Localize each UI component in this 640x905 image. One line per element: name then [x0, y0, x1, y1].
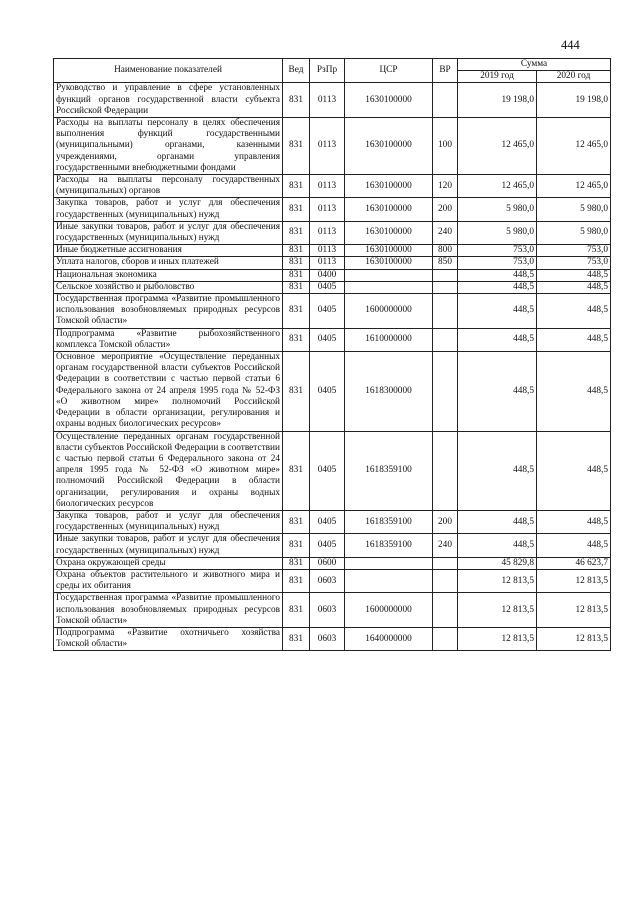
row-name: Руководство и управление в сфере установленных функций органов государственной власти субъекта Российской Федерации — [54, 83, 283, 118]
row-name: Основное мероприятие «Осуществление переданных органам государственной власти субъектов Российской Федерации в соответствии с частью первой статьи 6 Федерального закона от 24 апреля 1995 года № 52-ФЗ «О животном мире» полномочий Российской Федерации в области организации, регулирования и охраны водных биологических ресурсов» — [54, 352, 283, 431]
row-vr — [433, 431, 458, 510]
row-sum-2020: 448,5 — [537, 534, 611, 557]
row-sum-2019: 448,5 — [458, 510, 537, 533]
row-sum-2019: 448,5 — [458, 328, 537, 351]
row-sum-2020: 753,0 — [537, 245, 611, 257]
row-ved: 831 — [283, 352, 310, 431]
row-sum-2020: 753,0 — [537, 257, 611, 269]
row-rzpr: 0405 — [310, 352, 345, 431]
row-sum-2020: 448,5 — [537, 294, 611, 329]
row-sum-2019: 12 813,5 — [458, 627, 537, 650]
row-name: Закупка товаров, работ и услуг для обеспечения государственных (муниципальных) нужд — [54, 510, 283, 533]
header-vr: ВР — [433, 59, 458, 83]
table-row — [54, 221, 611, 244]
row-vr — [433, 593, 458, 628]
row-sum-2019: 448,5 — [458, 269, 537, 281]
row-name: Иные закупки товаров, работ и услуг для обеспечения государственных (муниципальных) нужд — [54, 534, 283, 557]
row-ved: 831 — [283, 569, 310, 592]
row-ved: 831 — [283, 627, 310, 650]
row-csr: 1618359100 — [345, 534, 433, 557]
row-ved: 831 — [283, 245, 310, 257]
row-ved: 831 — [283, 221, 310, 244]
row-rzpr: 0405 — [310, 281, 345, 293]
row-sum-2020: 448,5 — [537, 269, 611, 281]
table-row — [54, 510, 611, 533]
row-rzpr: 0603 — [310, 569, 345, 592]
row-rzpr: 0113 — [310, 83, 345, 118]
row-sum-2020: 448,5 — [537, 281, 611, 293]
row-rzpr: 0113 — [310, 221, 345, 244]
table-row — [54, 83, 611, 118]
table-row — [54, 198, 611, 221]
row-name: Уплата налогов, сборов и иных платежей — [54, 257, 283, 269]
header-year-2019: 2019 год — [458, 71, 537, 83]
row-csr: 1618300000 — [345, 352, 433, 431]
row-sum-2019: 448,5 — [458, 281, 537, 293]
row-vr: 100 — [433, 118, 458, 175]
row-rzpr: 0405 — [310, 534, 345, 557]
row-vr — [433, 569, 458, 592]
table-row — [54, 281, 611, 293]
row-sum-2020: 448,5 — [537, 328, 611, 351]
row-name: Государственная программа «Развитие промышленного использования возобновляемых природных ресурсов Томской области» — [54, 593, 283, 628]
row-csr: 1630100000 — [345, 83, 433, 118]
row-sum-2020: 448,5 — [537, 352, 611, 431]
row-sum-2020: 448,5 — [537, 431, 611, 510]
row-ved: 831 — [283, 118, 310, 175]
row-sum-2019: 753,0 — [458, 245, 537, 257]
row-csr: 1630100000 — [345, 198, 433, 221]
table-row — [54, 534, 611, 557]
row-sum-2020: 12 813,5 — [537, 593, 611, 628]
row-rzpr: 0603 — [310, 627, 345, 650]
row-rzpr: 0405 — [310, 431, 345, 510]
row-name: Закупка товаров, работ и услуг для обеспечения государственных (муниципальных) нужд — [54, 198, 283, 221]
row-rzpr: 0113 — [310, 118, 345, 175]
header-ved: Вед — [283, 59, 310, 83]
row-vr: 200 — [433, 510, 458, 533]
row-name: Расходы на выплаты персоналу государственных (муниципальных) органов — [54, 175, 283, 198]
row-ved: 831 — [283, 510, 310, 533]
row-rzpr: 0405 — [310, 328, 345, 351]
row-vr — [433, 557, 458, 569]
table-row — [54, 294, 611, 329]
row-vr — [433, 352, 458, 431]
row-vr: 240 — [433, 534, 458, 557]
row-sum-2019: 753,0 — [458, 257, 537, 269]
row-ved: 831 — [283, 294, 310, 329]
row-rzpr: 0113 — [310, 257, 345, 269]
row-sum-2019: 448,5 — [458, 352, 537, 431]
row-sum-2019: 5 980,0 — [458, 198, 537, 221]
table-row — [54, 569, 611, 592]
row-ved: 831 — [283, 281, 310, 293]
page-number: 444 — [561, 38, 580, 52]
row-rzpr: 0113 — [310, 198, 345, 221]
row-vr: 200 — [433, 198, 458, 221]
table-row — [54, 593, 611, 628]
row-sum-2020: 448,5 — [537, 510, 611, 533]
row-vr — [433, 294, 458, 329]
row-sum-2020: 12 813,5 — [537, 569, 611, 592]
row-vr: 120 — [433, 175, 458, 198]
row-sum-2019: 12 465,0 — [458, 118, 537, 175]
row-csr — [345, 557, 433, 569]
table-row — [54, 257, 611, 269]
row-rzpr: 0400 — [310, 269, 345, 281]
row-sum-2019: 448,5 — [458, 534, 537, 557]
row-ved: 831 — [283, 328, 310, 351]
row-csr: 1600000000 — [345, 294, 433, 329]
row-rzpr: 0600 — [310, 557, 345, 569]
row-ved: 831 — [283, 557, 310, 569]
row-rzpr: 0405 — [310, 294, 345, 329]
row-rzpr: 0113 — [310, 245, 345, 257]
row-csr: 1630100000 — [345, 245, 433, 257]
row-vr — [433, 281, 458, 293]
table-row — [54, 557, 611, 569]
row-csr: 1630100000 — [345, 221, 433, 244]
row-sum-2020: 5 980,0 — [537, 221, 611, 244]
table-row — [54, 431, 611, 510]
row-ved: 831 — [283, 269, 310, 281]
row-ved: 831 — [283, 431, 310, 510]
table-row — [54, 175, 611, 198]
row-ved: 831 — [283, 534, 310, 557]
row-rzpr: 0113 — [310, 175, 345, 198]
row-sum-2019: 12 465,0 — [458, 175, 537, 198]
table-row — [54, 269, 611, 281]
row-sum-2019: 448,5 — [458, 431, 537, 510]
row-vr — [433, 269, 458, 281]
row-vr: 240 — [433, 221, 458, 244]
row-ved: 831 — [283, 175, 310, 198]
table-row — [54, 352, 611, 431]
row-csr: 1618359100 — [345, 510, 433, 533]
row-csr: 1610000000 — [345, 328, 433, 351]
row-ved: 831 — [283, 257, 310, 269]
header-year-2020: 2020 год — [537, 71, 611, 83]
header-rzpr: РзПр — [310, 59, 345, 83]
table-row — [54, 118, 611, 175]
row-sum-2020: 12 813,5 — [537, 627, 611, 650]
row-sum-2020: 12 465,0 — [537, 118, 611, 175]
row-csr: 1630100000 — [345, 257, 433, 269]
row-vr — [433, 627, 458, 650]
row-csr: 1630100000 — [345, 175, 433, 198]
row-ved: 831 — [283, 198, 310, 221]
row-csr — [345, 269, 433, 281]
row-name: Сельское хозяйство и рыболовство — [54, 281, 283, 293]
row-csr: 1640000000 — [345, 627, 433, 650]
table-row — [54, 245, 611, 257]
row-sum-2020: 46 623,7 — [537, 557, 611, 569]
row-rzpr: 0603 — [310, 593, 345, 628]
row-name: Осуществление переданных органам государственной власти субъектов Российской Федерации в соответствии с частью первой статьи 6 Федерального закона от 24 апреля 1995 года № 52-ФЗ «О животном мире» полномочий Российской Федерации в области организации, регулирования и охраны водных биологических ресурсов — [54, 431, 283, 510]
row-sum-2020: 19 198,0 — [537, 83, 611, 118]
row-sum-2019: 19 198,0 — [458, 83, 537, 118]
row-vr — [433, 83, 458, 118]
table-row — [54, 328, 611, 351]
row-csr: 1618359100 — [345, 431, 433, 510]
row-name: Расходы на выплаты персоналу в целях обеспечения выполнения функций государственными (муниципальными) органами, казенными учреждениями, органами управления государственными внебюджетными фондами — [54, 118, 283, 175]
row-vr: 850 — [433, 257, 458, 269]
row-rzpr: 0405 — [310, 510, 345, 533]
row-name: Иные закупки товаров, работ и услуг для обеспечения государственных (муниципальных) нужд — [54, 221, 283, 244]
row-sum-2019: 448,5 — [458, 294, 537, 329]
row-name: Национальная экономика — [54, 269, 283, 281]
row-name: Охрана окружающей среды — [54, 557, 283, 569]
row-name: Подпрограмма «Развитие охотничьего хозяйства Томской области» — [54, 627, 283, 650]
row-ved: 831 — [283, 83, 310, 118]
row-ved: 831 — [283, 593, 310, 628]
budget-table — [53, 58, 611, 651]
row-vr — [433, 328, 458, 351]
row-name: Иные бюджетные ассигнования — [54, 245, 283, 257]
row-csr: 1630100000 — [345, 118, 433, 175]
table-row — [54, 627, 611, 650]
row-name: Государственная программа «Развитие промышленного использования возобновляемых природных ресурсов Томской области» — [54, 294, 283, 329]
header-name: Наименование показателей — [54, 59, 283, 83]
header-sum: Сумма — [458, 59, 611, 71]
row-sum-2019: 12 813,5 — [458, 593, 537, 628]
row-vr: 800 — [433, 245, 458, 257]
row-csr: 1600000000 — [345, 593, 433, 628]
row-sum-2019: 45 829,8 — [458, 557, 537, 569]
row-csr — [345, 281, 433, 293]
row-sum-2019: 12 813,5 — [458, 569, 537, 592]
row-name: Охрана объектов растительного и животного мира и среды их обитания — [54, 569, 283, 592]
row-sum-2020: 5 980,0 — [537, 198, 611, 221]
row-sum-2020: 12 465,0 — [537, 175, 611, 198]
row-sum-2019: 5 980,0 — [458, 221, 537, 244]
row-name: Подпрограмма «Развитие рыбохозяйственного комплекса Томской области» — [54, 328, 283, 351]
header-csr: ЦСР — [345, 59, 433, 83]
row-csr — [345, 569, 433, 592]
